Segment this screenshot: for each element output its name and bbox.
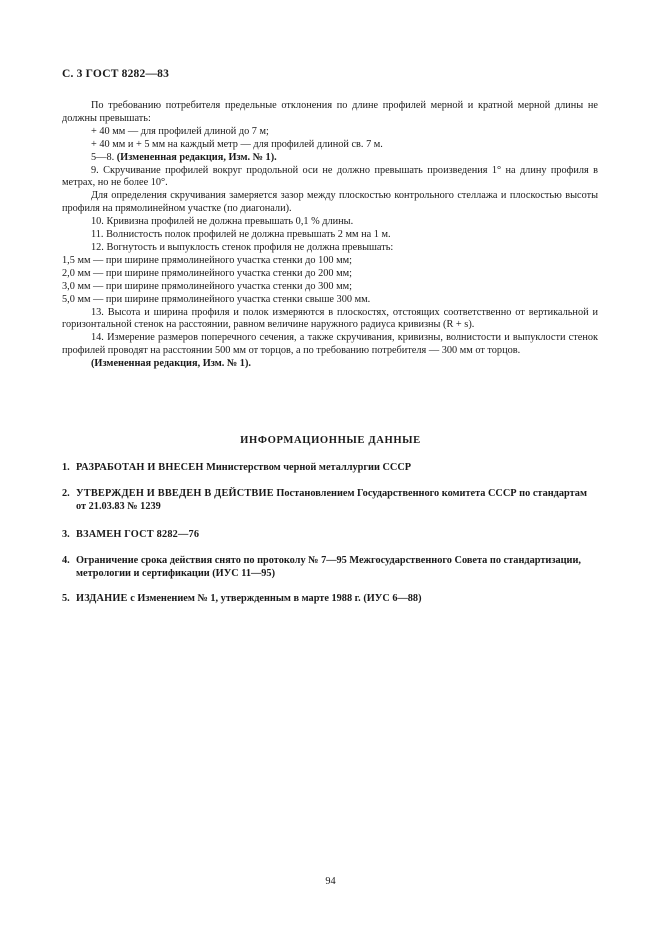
paragraph: 2,0 мм — при ширине прямолинейного участка стенки до 200 мм; xyxy=(62,267,353,279)
clause-number: 5—8. xyxy=(91,151,115,163)
info-item-text: Ограничение срока действия снято по протоколу № 7—95 Межгосударственного Совета по стандартизации, метрологии и сертификации (ИУС 11—95) xyxy=(76,555,581,579)
body-text xyxy=(62,100,598,371)
paragraph: 12. Вогнутость и выпуклость стенок профиля не должна превышать: xyxy=(91,241,394,253)
info-title: ИНФОРМАЦИОННЫЕ ДАННЫЕ xyxy=(240,435,421,446)
paragraph: 9. Скручивание профилей вокруг продольной оси не должно превышать произведения 1° на длину профиля в метрах, но не более 10°. xyxy=(62,164,598,189)
paragraph: 1,5 мм — при ширине прямолинейного участка стенки до 100 мм; xyxy=(62,254,353,266)
info-item-lead: РАЗРАБОТАН И ВНЕСЕН xyxy=(76,462,204,473)
page-number: 94 xyxy=(325,876,336,887)
paragraph: + 40 мм — для профилей длиной до 7 м; xyxy=(91,125,269,137)
info-item xyxy=(62,593,598,606)
info-item-text: Министерством черной металлургии СССР xyxy=(206,462,412,473)
info-item xyxy=(62,555,598,593)
info-item-number: 1. xyxy=(62,462,70,473)
info-item-text: Постановлением Государственного комитета СССР по стандартам от 21.03.83 № 1239 xyxy=(76,488,587,512)
info-item xyxy=(62,529,598,551)
amendment-note: (Измененная редакция, Изм. № 1). xyxy=(116,151,277,163)
page-header: С. 3 ГОСТ 8282—83 xyxy=(62,68,170,80)
paragraph: 10. Кривизна профилей не должна превышать 0,1 % длины. xyxy=(91,216,354,228)
paragraph: 13. Высота и ширина профиля и полок измеряются в плоскостях, отстоящих соответственно от вертикальной и горизонтальной стенок на расстоянии, равном величине наружного радиуса кривизны (R + s). xyxy=(62,306,598,331)
paragraph: 11. Волнистость полок профилей не должна превышать 2 мм на 1 м. xyxy=(91,229,391,241)
info-item-text: с Изменением № 1, утвержденным в марте 1988 г. (ИУС 6—88) xyxy=(130,593,422,604)
info-item-number: 4. xyxy=(62,555,70,566)
info-item xyxy=(62,488,598,529)
info-item-number: 5. xyxy=(62,593,70,604)
info-item-lead: ИЗДАНИЕ xyxy=(76,593,128,604)
paragraph: Для определения скручивания замеряется зазор между плоскостью контрольного стеллажа и плоскостью высоты профиля на прямолинейном участке (по диагонали). xyxy=(62,190,598,215)
paragraph xyxy=(62,152,598,165)
info-list xyxy=(62,462,598,606)
paragraph: 14. Измерение размеров поперечного сечения, а также скручивания, кривизны, волнистости и выпуклости стенок профилей проводят на расстоянии 500 мм от торцов, а по требованию потребителя — 300 мм от торцов. xyxy=(62,332,598,357)
paragraph: 5,0 мм — при ширине прямолинейного участка стенки свыше 300 мм. xyxy=(62,293,371,305)
info-item xyxy=(62,462,598,484)
amendment-note: (Измененная редакция, Изм. № 1). xyxy=(91,358,251,370)
paragraph: 3,0 мм — при ширине прямолинейного участка стенки до 300 мм; xyxy=(62,280,353,292)
paragraph: + 40 мм и + 5 мм на каждый метр — для профилей длиной св. 7 м. xyxy=(91,138,383,150)
info-item-lead: ВЗАМЕН ГОСТ 8282—76 xyxy=(76,529,200,540)
info-item-number: 3. xyxy=(62,529,70,540)
info-item-lead: УТВЕРЖДЕН И ВВЕДЕН В ДЕЙСТВИЕ xyxy=(76,488,274,499)
paragraph: По требованию потребителя предельные отклонения по длине профилей мерной и кратной мерной длины не должны превышать: xyxy=(62,100,598,124)
info-item-number: 2. xyxy=(62,488,70,499)
